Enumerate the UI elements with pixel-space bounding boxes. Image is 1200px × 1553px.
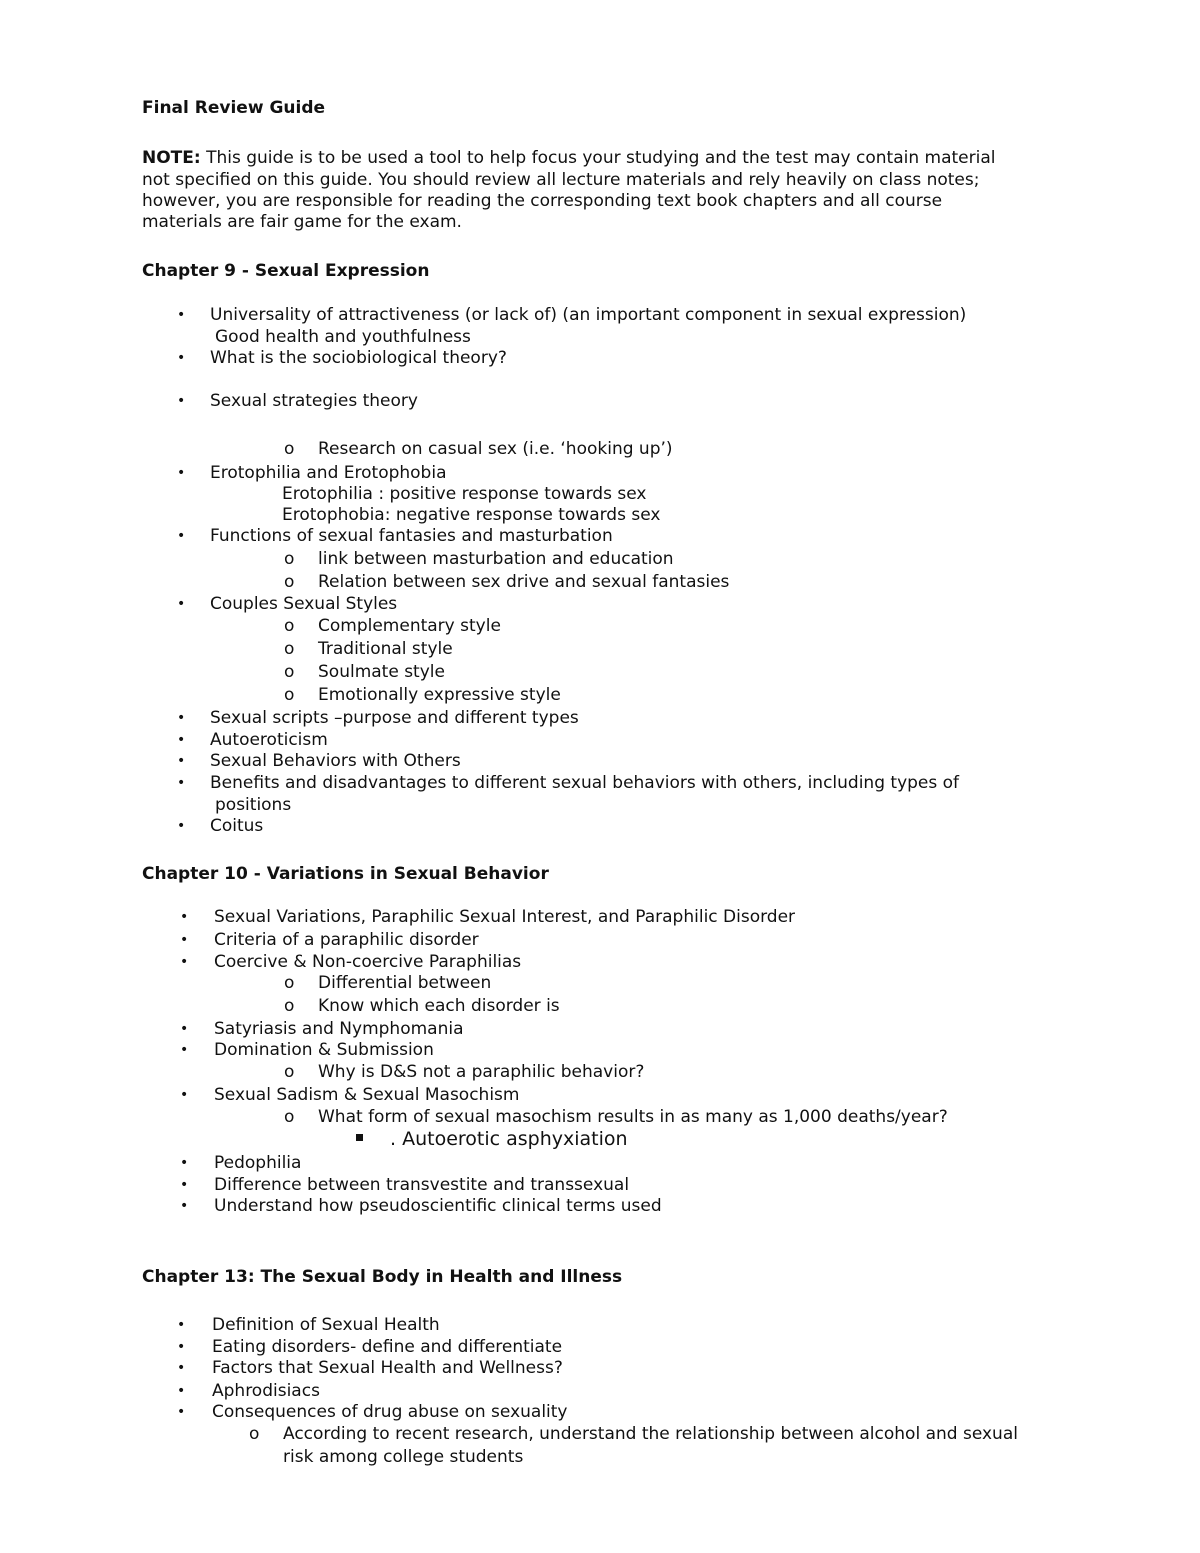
list-item: Criteria of a paraphilic disorder bbox=[214, 930, 479, 950]
bullet-marker: • bbox=[177, 710, 186, 726]
sub-item: Emotionally expressive style bbox=[318, 685, 561, 705]
sub-item: Soulmate style bbox=[318, 662, 445, 682]
sub-marker: o bbox=[284, 1062, 295, 1082]
bullet-marker: • bbox=[177, 596, 186, 612]
definition-line: Erotophilia : positive response towards sex bbox=[282, 484, 647, 504]
bullet-marker: • bbox=[177, 528, 186, 544]
list-item: Coercive & Non-coercive Paraphilias bbox=[214, 952, 522, 972]
bullet-marker: • bbox=[177, 465, 186, 481]
list-item: Definition of Sexual Health bbox=[212, 1315, 440, 1335]
list-item: Couples Sexual Styles bbox=[210, 594, 398, 614]
list-item: Autoeroticism bbox=[210, 730, 328, 750]
square-bullet-icon bbox=[356, 1134, 363, 1141]
sub-marker: o bbox=[284, 685, 295, 705]
sub-marker: o bbox=[284, 996, 295, 1016]
list-item: Difference between transvestite and transsexual bbox=[214, 1175, 630, 1195]
bullet-marker: • bbox=[180, 1177, 189, 1193]
list-item: Pedophilia bbox=[214, 1153, 302, 1173]
bullet-marker: • bbox=[180, 1155, 189, 1171]
list-item-continuation: Good health and youthfulness bbox=[215, 327, 471, 347]
bullet-marker: • bbox=[177, 732, 186, 748]
sub-item: Differential between bbox=[318, 973, 492, 993]
note-text: This guide is to be used a tool to help focus your studying and the test may contain material bbox=[200, 148, 996, 168]
sub-marker: o bbox=[284, 549, 295, 569]
list-item: Benefits and disadvantages to different sexual behaviors with others, including types of bbox=[210, 773, 960, 793]
sub-marker: o bbox=[284, 662, 295, 682]
bullet-marker: • bbox=[177, 775, 186, 791]
bullet-marker: • bbox=[177, 753, 186, 769]
list-item: Universality of attractiveness (or lack of) (an important component in sexual expression) bbox=[210, 305, 967, 325]
list-item: Sexual Variations, Paraphilic Sexual Interest, and Paraphilic Disorder bbox=[214, 907, 796, 927]
bullet-marker: • bbox=[180, 1198, 189, 1214]
list-item: Satyriasis and Nymphomania bbox=[214, 1019, 464, 1039]
bullet-marker: • bbox=[177, 1360, 186, 1376]
bullet-marker: • bbox=[177, 350, 186, 366]
list-item-continuation: positions bbox=[215, 795, 292, 815]
list-item: Sexual strategies theory bbox=[210, 391, 418, 411]
bullet-marker: • bbox=[177, 307, 186, 323]
list-item: Eating disorders- define and differentiate bbox=[212, 1337, 563, 1357]
bullet-marker: • bbox=[177, 393, 186, 409]
list-item: Aphrodisiacs bbox=[212, 1381, 320, 1401]
list-item: Sexual scripts –purpose and different types bbox=[210, 708, 579, 728]
bullet-marker: • bbox=[177, 1404, 186, 1420]
sub-item: What form of sexual masochism results in as many as 1,000 deaths/year? bbox=[318, 1107, 948, 1127]
sub-marker: o bbox=[284, 973, 295, 993]
bullet-marker: • bbox=[180, 909, 189, 925]
page-title: Final Review Guide bbox=[142, 98, 326, 118]
bullet-marker: • bbox=[177, 1317, 186, 1333]
note-line-1 bbox=[142, 148, 996, 169]
sub-sub-item: . Autoerotic asphyxiation bbox=[390, 1128, 628, 1150]
chapter-13-heading: Chapter 13: The Sexual Body in Health and Illness bbox=[142, 1267, 623, 1287]
bullet-marker: • bbox=[180, 1087, 189, 1103]
list-item: Sexual Behaviors with Others bbox=[210, 751, 461, 771]
sub-marker: o bbox=[284, 572, 295, 592]
sub-marker: o bbox=[284, 1107, 295, 1127]
sub-item: Complementary style bbox=[318, 616, 501, 636]
list-item: Functions of sexual fantasies and masturbation bbox=[210, 526, 613, 546]
sub-item: Know which each disorder is bbox=[318, 996, 560, 1016]
list-item: Domination & Submission bbox=[214, 1040, 434, 1060]
list-item: What is the sociobiological theory? bbox=[210, 348, 507, 368]
list-item: Sexual Sadism & Sexual Masochism bbox=[214, 1085, 520, 1105]
chapter-10-heading: Chapter 10 - Variations in Sexual Behavior bbox=[142, 864, 549, 884]
bullet-marker: • bbox=[177, 1383, 186, 1399]
bullet-marker: • bbox=[177, 1339, 186, 1355]
chapter-9-heading: Chapter 9 - Sexual Expression bbox=[142, 261, 430, 281]
note-label: NOTE: bbox=[142, 148, 201, 168]
bullet-marker: • bbox=[180, 932, 189, 948]
bullet-marker: • bbox=[180, 1042, 189, 1058]
list-item: Understand how pseudoscientific clinical terms used bbox=[214, 1196, 662, 1216]
sub-marker: o bbox=[284, 639, 295, 659]
definition-line: Erotophobia: negative response towards sex bbox=[282, 505, 661, 525]
list-item: Consequences of drug abuse on sexuality bbox=[212, 1402, 568, 1422]
note-line-3: however, you are responsible for reading the corresponding text book chapters and all course bbox=[142, 191, 943, 211]
note-line-4: materials are fair game for the exam. bbox=[142, 212, 462, 232]
list-item: Erotophilia and Erotophobia bbox=[210, 463, 447, 483]
sub-item: Traditional style bbox=[318, 639, 453, 659]
sub-item-continuation: risk among college students bbox=[283, 1447, 524, 1467]
sub-item: link between masturbation and education bbox=[318, 549, 674, 569]
list-item: Coitus bbox=[210, 816, 264, 836]
sub-marker: o bbox=[284, 616, 295, 636]
sub-item: According to recent research, understand the relationship between alcohol and sexual bbox=[283, 1424, 1018, 1444]
list-item: Factors that Sexual Health and Wellness? bbox=[212, 1358, 563, 1378]
sub-marker: o bbox=[249, 1424, 260, 1444]
note-line-2: not specified on this guide. You should review all lecture materials and rely heavily on class notes; bbox=[142, 170, 980, 190]
bullet-marker: • bbox=[177, 818, 186, 834]
sub-item: Research on casual sex (i.e. ‘hooking up’) bbox=[318, 439, 673, 459]
bullet-marker: • bbox=[180, 954, 189, 970]
bullet-marker: • bbox=[180, 1021, 189, 1037]
sub-item: Relation between sex drive and sexual fantasies bbox=[318, 572, 730, 592]
sub-item: Why is D&S not a paraphilic behavior? bbox=[318, 1062, 645, 1082]
sub-marker: o bbox=[284, 439, 295, 459]
